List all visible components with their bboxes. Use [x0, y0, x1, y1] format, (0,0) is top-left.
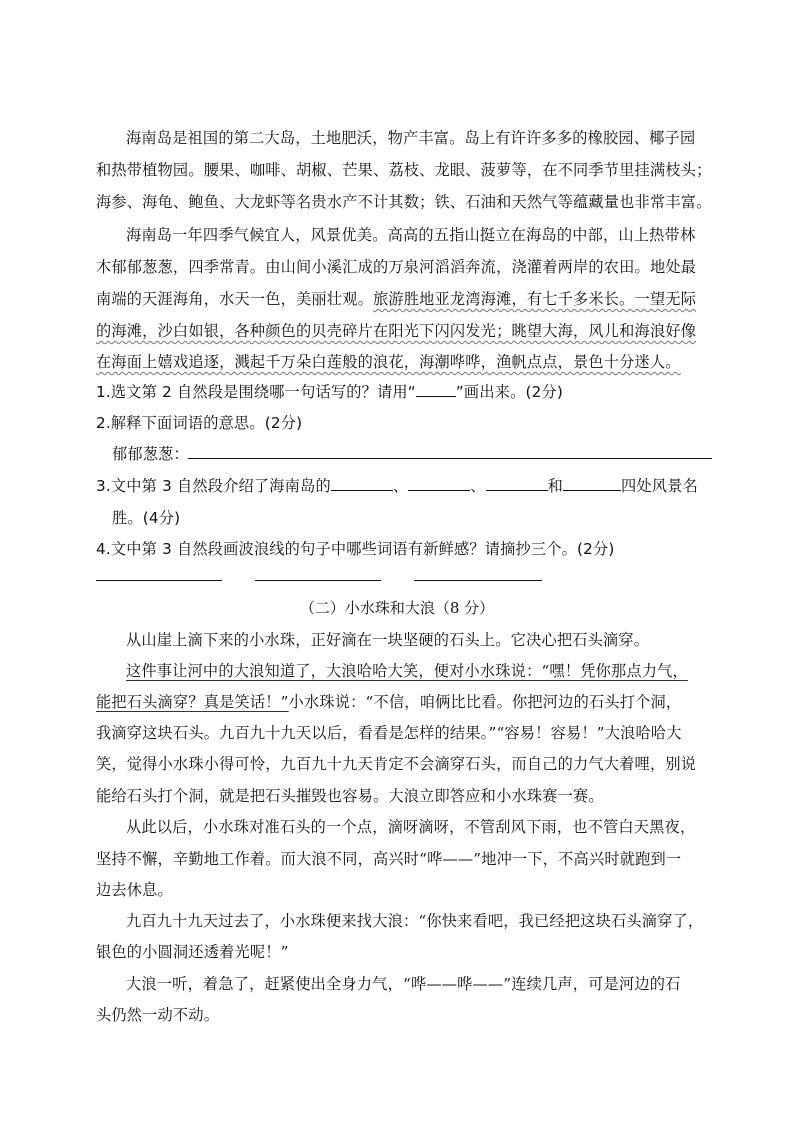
passage1-line: 和热带植物园。腰果、咖啡、胡椒、芒果、荔枝、龙眼、菠萝等，在不同季节里挂满枝头；: [96, 161, 712, 179]
passage2-line: 坚持不懈，辛勤地工作着。而大浪不同，高兴时“哗——”地冲一下，不高兴时就跑到一: [96, 850, 682, 868]
passage2-line: 九百九十九天过去了，小水珠便来找大浪：“你快来看吧，我已经把这块石头滴穿了，: [126, 912, 704, 930]
question-1: [96, 381, 726, 402]
question-2-word: 郁郁葱葱：: [112, 445, 189, 463]
answer-line[interactable]: [255, 580, 381, 581]
answer-line[interactable]: [96, 580, 222, 581]
separator: 、: [392, 477, 409, 495]
wavy-underlined-sentence: 的海滩，沙白如银，各种颜色的贝壳碎片在阳光下闪闪发光；眺望大海，风儿和海浪好像: [96, 322, 697, 340]
passage2-line: 从此以后，小水珠对准石头的一个点，滴呀滴呀，不管刮风下雨，也不管白天黑夜，: [126, 818, 696, 836]
question-3: [96, 475, 726, 496]
passage1-line: 海南岛一年四季气候宜人，风景优美。高高的五指山挺立在海岛的中部，山上热带林: [126, 226, 696, 244]
question-2: 2.解释下面词语的意思。(2分): [96, 414, 303, 432]
passage2-line: 能给石头打个洞，就是把石头摧毁也容易。大浪立即答应和小水珠赛一赛。: [96, 787, 604, 805]
underlined-sentence: 能把石头滴穿？真是笑话！”: [96, 693, 289, 711]
conjunction: 和: [547, 477, 564, 495]
passage2-line: 大浪一听，着急了，赶紧使出全身力气，“哗——哗——”连续几声，可是河边的石: [126, 975, 681, 993]
question-1-text: 1.选文第 2 自然段是围绕哪一句话写的？请用“: [96, 383, 416, 401]
passage2-text: 小水珠说：“不信，咱俩比比看。你把河边的石头打个洞，: [288, 693, 682, 711]
passage2-line: [96, 691, 726, 712]
underlined-sentence: 这件事让河中的大浪知道了，大浪哈哈大笑，便对小水珠说：“嘿！凭你那点力气，: [126, 662, 688, 680]
passage1-text: 南端的天涯海角，水天一色，美丽壮观。: [96, 290, 373, 308]
passage1-line: 海参、海龟、鲍鱼、大龙虾等名贵水产不计其数；铁、石油和天然气等蕴藏量也非常丰富。: [96, 193, 712, 211]
answer-line[interactable]: [414, 580, 542, 581]
answer-blank[interactable]: [331, 476, 393, 491]
section-title: （二）小水珠和大浪（8 分）: [299, 599, 495, 617]
answer-blank[interactable]: [563, 476, 621, 491]
wavy-underlined-sentence: 在海面上嬉戏追逐，溅起千万朵白莲般的浪花，海潮哗哗，渔帆点点，景色十分迷人。: [96, 353, 681, 371]
passage1-line: [96, 288, 726, 309]
passage1-line: 海南岛是祖国的第二大岛，土地肥沃，物产丰富。岛上有许许多多的橡胶园、椰子园: [126, 129, 696, 147]
passage1-line: 木郁郁葱葱，四季常青。由山间小溪汇成的万泉河滔滔奔流，浇灌着两岸的农田。地处最: [96, 258, 697, 276]
answer-blank[interactable]: [416, 382, 456, 397]
answer-blank[interactable]: [486, 476, 548, 491]
question-3-text: 3.文中第 3 自然段介绍了海南岛的: [96, 477, 331, 495]
passage2-line: 从山崖上滴下来的小水珠，正好滴在一块坚硬的石头上。它决心把石头滴穿。: [126, 631, 650, 649]
separator: 、: [470, 477, 486, 495]
answer-blank[interactable]: [408, 476, 470, 491]
question-3-line2: 胜。(4分): [112, 509, 181, 527]
question-3-tail: 四处风景名: [621, 477, 698, 495]
passage2-line: 边去休息。: [96, 881, 173, 899]
question-1-tail: ”画出来。(2分): [455, 383, 563, 401]
question-4: 4.文中第 3 自然段画波浪线的句子中哪些词语有新鲜感？请摘抄三个。(2分): [96, 540, 615, 558]
answer-line[interactable]: [188, 458, 712, 459]
passage2-line: 头仍然一动不动。: [96, 1006, 220, 1024]
passage2-line: 银色的小圆洞还透着光呢！”: [96, 943, 289, 961]
passage2-line: 笑，觉得小水珠小得可怜，九百九十九天肯定不会滴穿石头，而自己的力气大着哩，别说: [96, 755, 697, 773]
wavy-underlined-sentence: 旅游胜地亚龙湾海滩，有七千多米长。一望无际: [372, 290, 697, 308]
passage2-line: 我滴穿这块石头。九百九十九天以后，看看是怎样的结果。”“容易！容易！”大浪哈哈大: [96, 724, 682, 742]
